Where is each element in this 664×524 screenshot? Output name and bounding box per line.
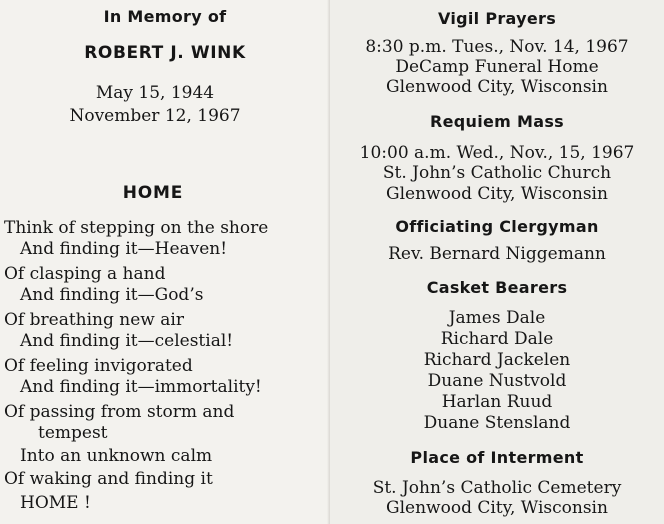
- poem-title: HOME: [122, 183, 184, 203]
- interment-heading: Place of Interment: [410, 448, 584, 467]
- clergy-heading: Officiating Clergyman: [395, 217, 599, 236]
- bearer-name: James Dale: [448, 308, 546, 328]
- poem-line: HOME !: [20, 493, 91, 513]
- clergy-name: Rev. Bernard Niggemann: [388, 244, 606, 264]
- vigil-line: DeCamp Funeral Home: [395, 57, 599, 77]
- memorial-heading: In Memory of: [103, 7, 227, 26]
- mass-heading: Requiem Mass: [430, 112, 564, 131]
- poem-line: Of feeling invigorated: [4, 356, 193, 376]
- interment-line: St. John’s Catholic Cemetery: [372, 478, 622, 498]
- vigil-heading: Vigil Prayers: [437, 9, 557, 28]
- death-date: November 12, 1967: [69, 106, 241, 126]
- poem-line: And finding it—celestial!: [20, 331, 234, 351]
- vigil-line: Glenwood City, Wisconsin: [386, 77, 608, 97]
- bearers-heading: Casket Bearers: [426, 278, 568, 297]
- bearer-name: Richard Dale: [440, 329, 554, 349]
- poem-line: Of breathing new air: [4, 310, 184, 330]
- poem-line: tempest: [38, 423, 108, 443]
- poem-line: Think of stepping on the shore: [4, 218, 269, 238]
- poem-line: Into an unknown calm: [20, 446, 213, 466]
- right-panel: [330, 0, 664, 524]
- deceased-name: ROBERT J. WINK: [84, 43, 246, 63]
- poem-line: Of clasping a hand: [4, 264, 166, 284]
- left-panel: [0, 0, 330, 524]
- bearer-name: Richard Jackelen: [423, 350, 571, 370]
- bearer-name: Duane Stensland: [423, 413, 571, 433]
- poem-line: And finding it—Heaven!: [20, 239, 228, 259]
- bearer-name: Harlan Ruud: [441, 392, 553, 412]
- birth-date: May 15, 1944: [95, 83, 215, 103]
- mass-line: 10:00 a.m. Wed., Nov., 15, 1967: [359, 143, 635, 163]
- vigil-line: 8:30 p.m. Tues., Nov. 14, 1967: [365, 37, 629, 57]
- poem-line: And finding it—immortality!: [20, 377, 262, 397]
- poem-line: Of waking and finding it: [4, 469, 213, 489]
- interment-line: Glenwood City, Wisconsin: [386, 498, 608, 518]
- bearer-name: Duane Nustvold: [427, 371, 567, 391]
- mass-line: Glenwood City, Wisconsin: [386, 184, 608, 204]
- poem-line: And finding it—God’s: [20, 285, 204, 305]
- poem-line: Of passing from storm and: [4, 402, 235, 422]
- mass-line: St. John’s Catholic Church: [382, 163, 612, 183]
